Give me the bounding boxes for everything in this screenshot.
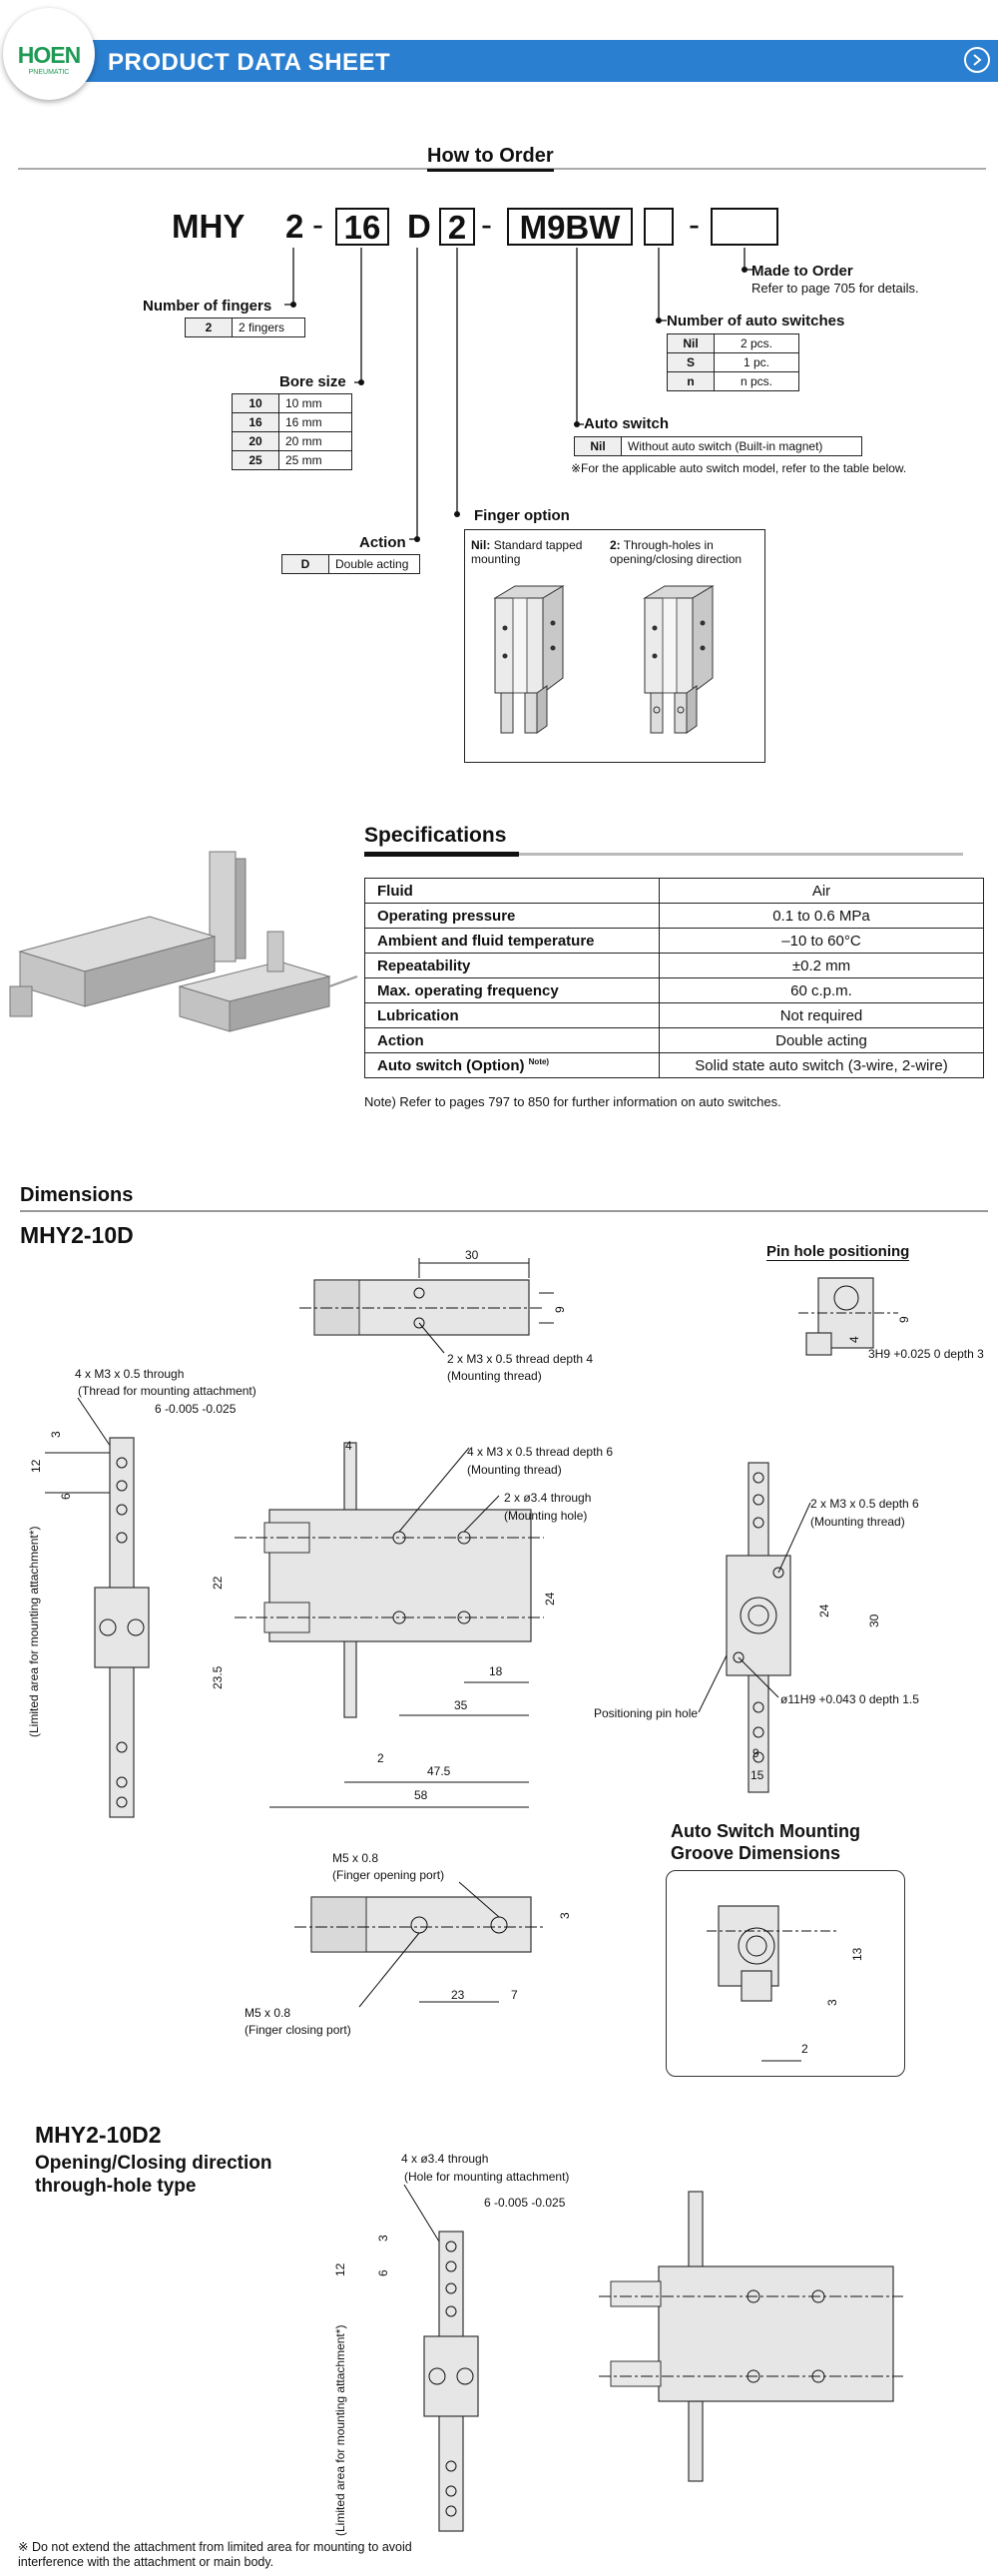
dim-2: 2 — [377, 1751, 384, 1765]
label-close-port: (Finger closing port) — [245, 2023, 351, 2037]
page-header — [0, 0, 998, 100]
label-pin-hole: Positioning pin hole — [594, 1706, 699, 1720]
num-auto-switches-label: Number of auto switches — [667, 313, 845, 329]
dim-13: 13 — [850, 1947, 864, 1961]
label-m3-through: 4 x M3 x 0.5 through — [75, 1367, 185, 1381]
dimensions-title: Dimensions — [20, 1184, 134, 1206]
finger-option-box — [464, 529, 765, 763]
label-mounting-hole: (Mounting hole) — [504, 1509, 588, 1523]
dim-18: 18 — [489, 1664, 503, 1678]
top-view — [299, 1248, 593, 1383]
label-phi34-4: 4 x ø3.4 through — [401, 2152, 489, 2166]
dim-6b: 6 — [376, 2269, 390, 2276]
finger-option-label: Finger option — [474, 507, 570, 524]
dim-3d: 3 — [376, 2235, 390, 2242]
dim-4: 4 — [345, 1439, 352, 1453]
label-6-tol-2: 6 -0.005 -0.025 — [484, 2196, 566, 2210]
dim-24b: 24 — [817, 1604, 831, 1617]
label-mounting-thread-3: (Mounting thread) — [810, 1515, 905, 1529]
label-m3-depth6-2: 2 x M3 x 0.5 depth 6 — [810, 1497, 919, 1511]
num-switches-table: Nil 2 pcs. S 1 pc. n n pcs. — [667, 333, 799, 391]
next-arrow-icon[interactable] — [964, 47, 990, 73]
dim-30b: 30 — [867, 1613, 881, 1627]
dim-9b: 9 — [897, 1316, 911, 1323]
label-m3-depth6: 4 x M3 x 0.5 thread depth 6 — [467, 1445, 614, 1459]
label-phi34: 2 x ø3.4 through — [504, 1491, 592, 1505]
label-phi11: ø11H9 +0.043 0 depth 1.5 — [780, 1692, 919, 1706]
action-table: D Double acting — [281, 554, 420, 574]
spec-row: Auto switch (Option) $^{Note)}$ Solid state auto switch (3-wire, 2-wire) — [365, 1053, 984, 1078]
page-title: PRODUCT DATA SHEET — [108, 49, 391, 76]
spec-row: Max. operating frequency 60 c.p.m. — [365, 978, 984, 1003]
dim-22: 22 — [211, 1576, 225, 1590]
code-switch-box: M9BW — [507, 208, 633, 246]
code-bore-box: 16 — [335, 208, 389, 246]
groove-drawing — [667, 1871, 904, 2076]
code-dash-1: - — [312, 206, 323, 243]
dim-9: 9 — [553, 1306, 567, 1313]
label-thread-attach: (Thread for mounting attachment) — [78, 1384, 256, 1398]
groove-box — [666, 1870, 905, 2077]
code-action: D — [407, 208, 431, 245]
label-mounting-thread-2: (Mounting thread) — [467, 1463, 562, 1477]
dim-3b: 3 — [558, 1912, 572, 1919]
dim-2b: 2 — [801, 2042, 808, 2056]
label-6-tol: 6 -0.005 -0.025 — [155, 1402, 237, 1416]
dim-47-5: 47.5 — [427, 1764, 451, 1778]
option-2-text: 2: Through-holes in opening/closing direction — [610, 538, 743, 566]
dim-7: 7 — [511, 1988, 518, 2002]
option-nil-text: Nil: Standard tapped mounting — [471, 538, 583, 566]
gripper-illustrations — [485, 578, 754, 758]
auto-switch-label: Auto switch — [584, 415, 669, 432]
bottom-footnote: ※ Do not extend the attachment from limited area for mounting to avoid interference with the attachment or main body. — [18, 2540, 412, 2569]
d2-front-view — [599, 2192, 903, 2481]
code-fingers: 2 — [285, 208, 304, 245]
spec-footnote: Note) Refer to pages 797 to 850 for further information on auto switches. — [364, 1094, 781, 1109]
dim-24: 24 — [543, 1592, 557, 1606]
dim-23: 23 — [451, 1988, 465, 2002]
logo-text: HOEN — [17, 42, 81, 68]
model-mhy2-10d2-title: MHY2-10D2 — [35, 2122, 162, 2148]
dim-58: 58 — [414, 1788, 428, 1802]
front-view — [211, 1439, 613, 1807]
fingers-table: 2 2 fingers — [185, 318, 305, 337]
dimensions-divider — [20, 1210, 988, 1212]
dim-4b: 4 — [847, 1336, 861, 1343]
pin-hole-title: Pin hole positioning — [766, 1243, 910, 1260]
specifications-title: Specifications — [364, 824, 507, 847]
brand-logo — [3, 8, 95, 100]
label-mounting-thread-1: (Mounting thread) — [447, 1369, 542, 1383]
mhy2-10d2-dimension-drawing — [0, 2147, 998, 2541]
made-to-order-note: Refer to page 705 for details. — [751, 281, 919, 296]
header-bar — [60, 40, 998, 82]
dim-3: 3 — [49, 1431, 63, 1438]
product-photo — [0, 847, 359, 1036]
spec-row: Operating pressure 0.1 to 0.6 MPa — [365, 904, 984, 929]
spec-row: Fluid Air — [365, 879, 984, 904]
code-dash-2: - — [481, 206, 492, 243]
how-to-order-title: How to Order — [427, 145, 554, 172]
label-m3-depth4: 2 x M3 x 0.5 thread depth 4 — [447, 1352, 594, 1366]
code-series: MHY — [172, 208, 246, 245]
dim-35: 35 — [454, 1698, 468, 1712]
d2-side-view — [333, 2152, 569, 2536]
dim-12b: 12 — [333, 2262, 347, 2276]
pin-hole-view — [798, 1278, 984, 1361]
dim-23-5: 23.5 — [211, 1665, 225, 1689]
dim-9c: 9 — [752, 1746, 759, 1760]
label-m5-open: M5 x 0.8 — [332, 1851, 379, 1865]
spec-row: Repeatability ±0.2 mm — [365, 954, 984, 978]
dim-15: 15 — [750, 1768, 764, 1782]
label-open-port: (Finger opening port) — [332, 1868, 445, 1882]
specifications-table — [364, 878, 984, 1078]
action-label: Action — [359, 534, 406, 551]
port-view — [245, 1851, 572, 2037]
dim-30: 30 — [465, 1248, 479, 1262]
auto-switch-table: Nil Without auto switch (Built-in magnet) — [574, 436, 862, 456]
dim-3c: 3 — [825, 1999, 839, 2006]
side-view-left — [27, 1367, 256, 1817]
dim-12: 12 — [29, 1459, 43, 1473]
code-dash-3: - — [689, 206, 700, 243]
auto-switch-note: ※For the applicable auto switch model, refer to the table below. — [571, 461, 907, 475]
gripper-through-hole — [645, 586, 713, 733]
right-view — [594, 1463, 919, 1792]
logo-subtext: PNEUMATIC — [28, 69, 70, 76]
label-limited-area-1: (Limited area for mounting attachment*) — [27, 1526, 41, 1737]
spec-row: Lubrication Not required — [365, 1003, 984, 1028]
label-hole-attach: (Hole for mounting attachment) — [404, 2170, 570, 2184]
label-limited-area-2: (Limited area for mounting attachment*) — [333, 2324, 347, 2536]
spec-underline-accent — [364, 852, 519, 857]
dim-6: 6 — [59, 1493, 73, 1500]
spec-row: Action Double acting — [365, 1028, 984, 1053]
gripper-standard — [495, 586, 563, 733]
spec-row: Ambient and fluid temperature –10 to 60°C — [365, 929, 984, 954]
label-m5-close: M5 x 0.8 — [245, 2006, 291, 2020]
bore-size-table: 10 10 mm 16 16 mm 20 20 mm 25 25 mm — [232, 393, 352, 470]
groove-title: Auto Switch Mounting Groove Dimensions — [671, 1821, 860, 1863]
code-option-box: 2 — [439, 208, 475, 246]
number-of-fingers-label: Number of fingers — [143, 298, 272, 315]
label-3h9: 3H9 +0.025 0 depth 3 — [868, 1347, 984, 1361]
model-mhy2-10d-title: MHY2-10D — [20, 1222, 134, 1248]
model-mhy2-10d2-subtitle: Opening/Closing direction through-hole type — [35, 2153, 272, 2197]
made-to-order-label: Made to Order — [751, 263, 853, 280]
bore-size-label: Bore size — [279, 373, 346, 390]
